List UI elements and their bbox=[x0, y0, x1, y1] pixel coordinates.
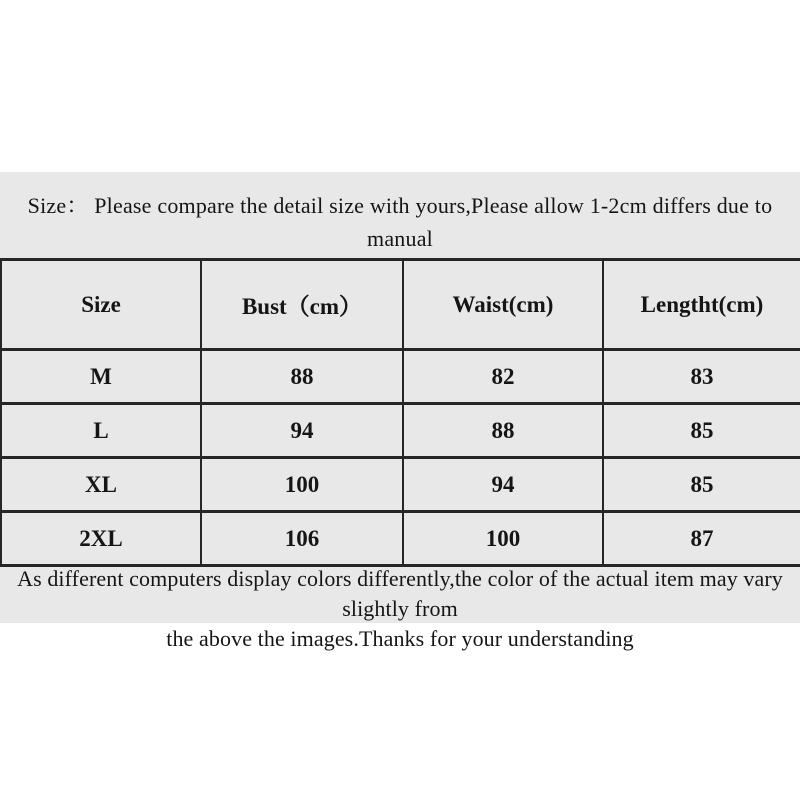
color-disclaimer-note bbox=[0, 564, 800, 654]
cell-l-waist: 88 bbox=[403, 404, 603, 458]
col-header-size: Size bbox=[1, 260, 201, 350]
col-header-length: Lengtht(cm) bbox=[603, 260, 800, 350]
size-table-header-row bbox=[1, 260, 800, 350]
color-note-line-1: As different computers display colors differently,the color of the actual item may vary slightly from bbox=[17, 566, 783, 621]
cell-xl-bust: 100 bbox=[201, 458, 403, 512]
cell-l-size: L bbox=[1, 404, 201, 458]
cell-2xl-size: 2XL bbox=[1, 512, 201, 566]
color-note-line-2: the above the images.Thanks for your understanding bbox=[166, 626, 634, 651]
cell-l-bust: 94 bbox=[201, 404, 403, 458]
cell-xl-waist: 94 bbox=[403, 458, 603, 512]
cell-m-bust: 88 bbox=[201, 350, 403, 404]
cell-xl-length: 85 bbox=[603, 458, 800, 512]
cell-m-size: M bbox=[1, 350, 201, 404]
cell-l-length: 85 bbox=[603, 404, 800, 458]
size-row-l bbox=[1, 404, 800, 458]
size-row-2xl bbox=[1, 512, 800, 566]
cell-2xl-waist: 100 bbox=[403, 512, 603, 566]
size-note-line-1: Size： Please compare the detail size with yours,Please allow 1-2cm differs due to manual bbox=[27, 193, 773, 251]
cell-2xl-bust: 106 bbox=[201, 512, 403, 566]
size-row-m bbox=[1, 350, 800, 404]
cell-m-length: 83 bbox=[603, 350, 800, 404]
col-header-waist: Waist(cm) bbox=[403, 260, 603, 350]
col-header-bust: Bust（cm） bbox=[201, 260, 403, 350]
cell-xl-size: XL bbox=[1, 458, 201, 512]
cell-2xl-length: 87 bbox=[603, 512, 800, 566]
cell-m-waist: 82 bbox=[403, 350, 603, 404]
size-table bbox=[0, 258, 800, 567]
size-row-xl bbox=[1, 458, 800, 512]
